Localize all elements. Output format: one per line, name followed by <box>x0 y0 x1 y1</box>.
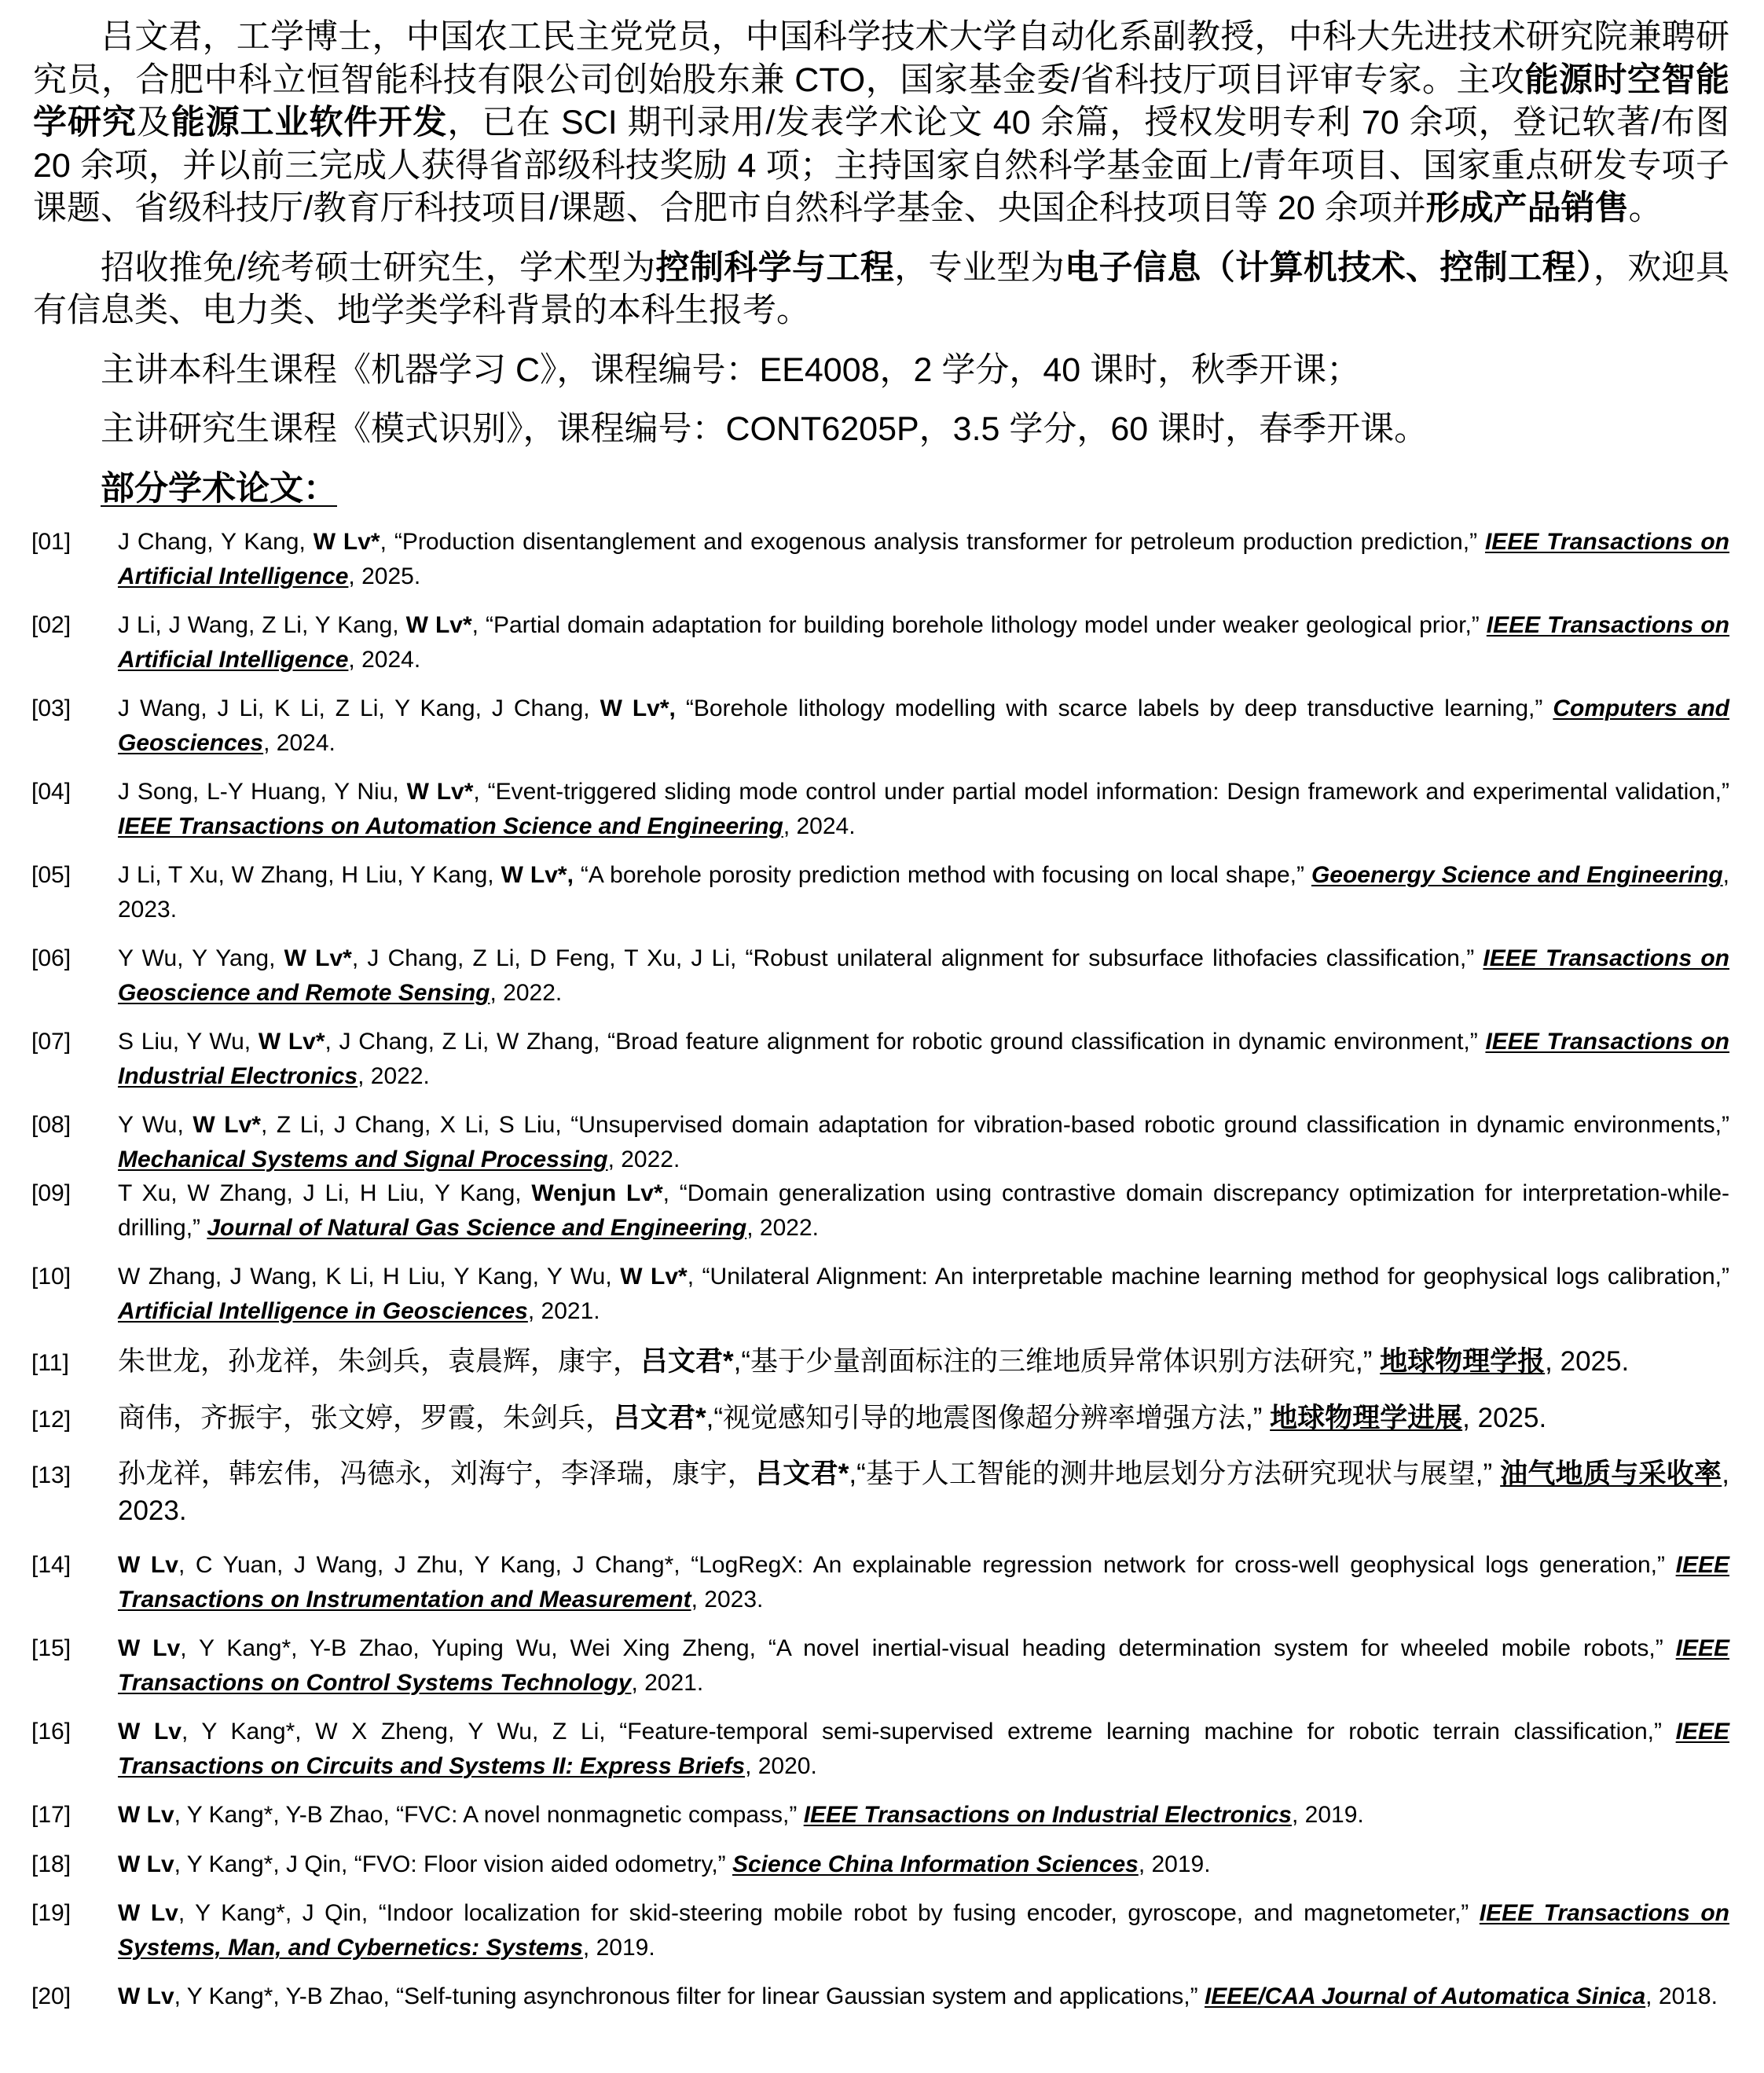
reference-self-author: W Lv <box>118 1900 178 1926</box>
reference-number: [15] <box>31 1635 72 1661</box>
reference-coauthors: Y Wu, Y Yang, <box>118 945 284 971</box>
reference-item <box>31 525 1729 593</box>
publications-heading <box>33 468 1729 511</box>
reference-year: , 2025. <box>348 563 421 589</box>
reference-year: , 2025. <box>1462 1402 1547 1433</box>
reference-number: [17] <box>31 1802 72 1828</box>
reference-self-author: W Lv*, <box>501 862 574 888</box>
reference-self-author: W Lv <box>118 1851 174 1877</box>
reference-item <box>31 775 1729 843</box>
reference-coauthors: J Song, L-Y Huang, Y Niu, <box>118 779 407 805</box>
reference-coauthors: W Zhang, J Wang, K Li, H Liu, Y Kang, Y Wu, <box>118 1264 621 1290</box>
reference-year: , 2023. <box>691 1586 764 1613</box>
bio-text: 及 <box>136 104 171 141</box>
reference-details: ,“视觉感知引导的地震图像超分辨率增强方法,” <box>706 1402 1271 1433</box>
reference-year: , 2024. <box>263 729 336 756</box>
reference-venue: IEEE Transactions on Instrumentation and Measurement <box>118 1552 1729 1613</box>
reference-text <box>118 1343 1729 1380</box>
course-text: 主讲本科生课程《机器学习 C》，课程编号：EE4008，2 学分，40 课时，秋季开课； <box>101 350 1361 389</box>
reference-details: “Borehole lithology modelling with scarce labels by deep transductive learning,” <box>675 695 1553 721</box>
reference-coauthors: J Li, J Wang, Z Li, Y Kang, <box>118 612 406 638</box>
graduate-course <box>33 408 1729 451</box>
reference-self-author: W Lv* <box>193 1112 261 1138</box>
undergraduate-course <box>33 349 1729 392</box>
reference-self-author: W Lv <box>118 1552 178 1578</box>
reference-self-author: W Lv* <box>258 1029 325 1055</box>
reference-details: , “Production disentanglement and exogenous analysis transformer for petroleum production prediction,” <box>380 529 1485 555</box>
reference-year: , 2018. <box>1645 1983 1718 2009</box>
reference-item <box>31 1176 1729 1245</box>
reference-number: [06] <box>31 945 72 971</box>
reference-venue: Artificial Intelligence in Geosciences <box>118 1297 528 1324</box>
admission-paragraph <box>33 247 1729 332</box>
reference-number: [14] <box>31 1552 72 1578</box>
reference-item <box>31 692 1729 760</box>
reference-item <box>31 1260 1729 1328</box>
reference-text <box>118 1025 1729 1093</box>
reference-year: , 2022. <box>490 979 563 1006</box>
reference-year: , 2022. <box>746 1214 819 1241</box>
reference-coauthors: 商伟，齐振宇，张文婷，罗霞，朱剑兵， <box>118 1402 614 1433</box>
reference-year: , 2023. <box>118 862 1729 923</box>
reference-details: , Y Kang*, Y-B Zhao, “Self-tuning asynchronous filter for linear Gaussian system and applications,” <box>174 1983 1205 2009</box>
reference-text <box>118 858 1729 926</box>
reference-venue: IEEE Transactions on Circuits and Systems II: Express Briefs <box>118 1719 1729 1779</box>
reference-text <box>118 775 1729 843</box>
reference-item <box>31 1025 1729 1093</box>
reference-venue: Science China Information Sciences <box>732 1851 1139 1877</box>
reference-item <box>31 1979 1729 2014</box>
reference-number: [07] <box>31 1029 72 1055</box>
reference-details: , J Chang, Z Li, D Feng, T Xu, J Li, “Robust unilateral alignment for subsurface lithofacies classification,” <box>351 945 1483 971</box>
reference-text <box>118 1847 1729 1882</box>
reference-year: , 2019. <box>1138 1851 1211 1877</box>
reference-number: [03] <box>31 695 72 721</box>
reference-self-author: W Lv* <box>406 779 474 805</box>
reference-details: , Y Kang*, Y-B Zhao, Yuping Wu, Wei Xing Zheng, “A novel inertial-visual heading determination system for wheeled mobile robots,” <box>180 1635 1676 1661</box>
bio-highlight: 形成产品销售 <box>1425 189 1629 227</box>
reference-text <box>118 1455 1729 1529</box>
bio-highlight: 能源时空智能学研究 <box>33 61 1729 141</box>
reference-text <box>118 941 1729 1010</box>
bio-paragraph <box>33 16 1729 230</box>
reference-venue: 地球物理学进展 <box>1270 1402 1463 1433</box>
reference-year: , 2019. <box>582 1934 655 1961</box>
reference-coauthors: Y Wu, <box>118 1112 193 1138</box>
reference-number: [10] <box>31 1264 72 1290</box>
reference-details: ,“基于人工智能的测井地层划分方法研究现状与展望,” <box>849 1458 1501 1489</box>
reference-item <box>31 1798 1729 1833</box>
reference-text <box>118 1979 1729 2014</box>
reference-details: , “Unilateral Alignment: An interpretable machine learning method for geophysical logs calibration,” <box>687 1264 1729 1290</box>
reference-details: , Y Kang*, J Qin, “FVO: Floor vision aided odometry,” <box>174 1851 732 1877</box>
reference-self-author: W Lv* <box>313 529 380 555</box>
reference-text <box>118 1548 1729 1616</box>
reference-number: [16] <box>31 1719 72 1745</box>
reference-details: , Z Li, J Chang, X Li, S Liu, “Unsupervised domain adaptation for vibration-based robotic ground classification in dynamic environments,” <box>260 1112 1729 1138</box>
reference-item <box>31 858 1729 926</box>
reference-self-author: W Lv <box>118 1719 182 1745</box>
reference-details: , J Chang, Z Li, W Zhang, “Broad feature alignment for robotic ground classification in dynamic environment,” <box>325 1029 1486 1055</box>
reference-year: , 2023. <box>118 1458 1729 1526</box>
reference-venue: 地球物理学报 <box>1380 1346 1546 1377</box>
reference-self-author: W Lv <box>118 1635 181 1661</box>
reference-venue: Computers and Geosciences <box>118 695 1729 756</box>
reference-venue: IEEE/CAA Journal of Automatica Sinica <box>1204 1983 1646 2009</box>
reference-venue: IEEE Transactions on Industrial Electronics <box>803 1802 1292 1828</box>
reference-number: [20] <box>31 1983 72 2009</box>
reference-coauthors: J Li, T Xu, W Zhang, H Liu, Y Kang, <box>118 862 501 888</box>
admission-text: 招收推免/统考硕士研究生，学术型为 <box>101 248 656 287</box>
reference-venue: IEEE Transactions on Industrial Electronics <box>118 1029 1729 1089</box>
reference-number: [13] <box>31 1462 72 1488</box>
reference-coauthors: J Chang, Y Kang, <box>118 529 314 555</box>
reference-self-author: Wenjun Lv* <box>531 1180 663 1206</box>
reference-venue: 油气地质与采收率 <box>1500 1458 1722 1489</box>
reference-self-author: W Lv* <box>284 945 352 971</box>
reference-venue: IEEE Transactions on Artificial Intelligence <box>118 529 1729 589</box>
reference-details: , “Partial domain adaptation for building borehole lithology model under weaker geological prior,” <box>471 612 1487 638</box>
reference-details: , C Yuan, J Wang, J Zhu, Y Kang, J Chang*, “LogRegX: An explainable regression network for cross-well geophysical logs generation,” <box>178 1552 1676 1578</box>
reference-coauthors: 朱世龙，孙龙祥，朱剑兵，袁晨辉，康宇， <box>118 1346 641 1377</box>
reference-coauthors: S Liu, Y Wu, <box>118 1029 259 1055</box>
reference-item <box>31 1847 1729 1882</box>
reference-venue: IEEE Transactions on Automation Science and Engineering <box>118 813 783 839</box>
reference-venue: IEEE Transactions on Systems, Man, and Cybernetics: Systems <box>118 1900 1729 1961</box>
reference-details: , Y Kang*, J Qin, “Indoor localization for skid-steering mobile robot by fusing encoder, gyroscope, and magnetometer,” <box>178 1900 1480 1926</box>
reference-text <box>118 692 1729 760</box>
reference-text <box>118 1798 1729 1833</box>
reference-text <box>118 1108 1729 1176</box>
reference-self-author: W Lv* <box>620 1264 688 1290</box>
reference-year: , 2020. <box>745 1752 817 1779</box>
reference-year: , 2021. <box>631 1669 704 1696</box>
reference-text <box>118 1631 1729 1700</box>
reference-self-author: 吕文君* <box>640 1346 734 1377</box>
reference-list <box>31 525 1729 2014</box>
reference-venue: Geoenergy Science and Engineering <box>1311 862 1723 888</box>
bio-text: ，已在 SCI 期刊录用/发表学术论文 40 余篇，授权发明专利 70 余项，登记软著/布图 20 余项，并以前三完成人获得省部级科技奖励 4 项；主持国家自然科学基金面上/青年项目、国家重点研发专项子课题、省级科技厅/教育厅科技项目/课题、合肥市自然科学基金、央国企科技项目等 20 余项并 <box>33 104 1730 227</box>
reference-number: [11] <box>31 1350 69 1376</box>
reference-details: , Y Kang*, Y-B Zhao, “FVC: A novel nonmagnetic compass,” <box>174 1802 804 1828</box>
reference-item <box>31 1631 1729 1700</box>
reference-venue: IEEE Transactions on Geoscience and Remote Sensing <box>118 945 1729 1006</box>
reference-self-author: W Lv*, <box>600 695 676 721</box>
reference-venue: Mechanical Systems and Signal Processing <box>118 1146 608 1172</box>
bio-text: 。 <box>1628 189 1663 227</box>
reference-details: ,“基于少量剖面标注的三维地质异常体识别方法研究,” <box>733 1346 1381 1377</box>
reference-details: , Y Kang*, W X Zheng, Y Wu, Z Li, “Feature-temporal semi-supervised extreme learning machine for robotic terrain classification,” <box>181 1719 1676 1745</box>
reference-details: , “Domain generalization using contrastive domain discrepancy optimization for interpretation-while-drilling,” <box>118 1180 1729 1241</box>
reference-item <box>31 1400 1729 1437</box>
reference-number: [12] <box>31 1406 72 1433</box>
reference-self-author: W Lv <box>118 1802 174 1828</box>
reference-coauthors: 孙龙祥，韩宏伟，冯德永，刘海宁，李泽瑞，康宇， <box>118 1458 755 1489</box>
reference-number: [05] <box>31 862 72 888</box>
reference-year: , 2022. <box>358 1062 430 1089</box>
reference-number: [09] <box>31 1180 72 1206</box>
admission-text: ，欢迎具有信息类、电力类、地学类学科背景的本科生报考。 <box>33 248 1730 329</box>
reference-number: [02] <box>31 612 72 638</box>
reference-year: , 2019. <box>1291 1802 1364 1828</box>
admission-highlight: 控制科学与工程 <box>655 248 895 287</box>
reference-text <box>118 1715 1729 1783</box>
reference-self-author: 吕文君* <box>755 1458 849 1489</box>
reference-venue: IEEE Transactions on Artificial Intelligence <box>118 612 1729 673</box>
reference-text <box>118 1400 1729 1436</box>
course-text: 主讲研究生课程《模式识别》，课程编号：CONT6205P，3.5 学分，60 课时，春季开课。 <box>101 410 1428 448</box>
reference-item <box>31 1108 1729 1176</box>
reference-details: “A borehole porosity prediction method with focusing on local shape,” <box>573 862 1311 888</box>
bio-text: 吕文君，工学博士，中国农工民主党党员，中国科学技术大学自动化系副教授，中科大先进技术研究院兼聘研究员，合肥中科立恒智能科技有限公司创始股东兼 CTO，国家基金委/省科技厅项目评审专家。主攻 <box>33 18 1729 99</box>
reference-number: [01] <box>31 529 72 555</box>
reference-text <box>118 1896 1729 1965</box>
reference-self-author: W Lv* <box>405 612 472 638</box>
reference-text <box>118 1176 1729 1245</box>
reference-details: , “Event-triggered sliding mode control under partial model information: Design framework and experimental validation,” <box>473 779 1729 805</box>
reference-item <box>31 1896 1729 1965</box>
reference-number: [19] <box>31 1900 72 1926</box>
reference-year: , 2022. <box>607 1146 680 1172</box>
reference-year: , 2021. <box>527 1297 600 1324</box>
reference-item <box>31 1455 1729 1529</box>
reference-coauthors: J Wang, J Li, K Li, Z Li, Y Kang, J Chang, <box>118 695 600 721</box>
reference-number: [18] <box>31 1851 72 1877</box>
reference-item <box>31 1715 1729 1783</box>
reference-number: [04] <box>31 779 72 805</box>
reference-item <box>31 941 1729 1010</box>
reference-venue: IEEE Transactions on Control Systems Technology <box>118 1635 1729 1696</box>
reference-coauthors: T Xu, W Zhang, J Li, H Liu, Y Kang, <box>118 1180 532 1206</box>
bio-highlight: 能源工业软件开发 <box>171 104 448 141</box>
reference-item <box>31 608 1729 677</box>
reference-text <box>118 525 1729 593</box>
reference-self-author: 吕文君* <box>613 1402 706 1433</box>
reference-text <box>118 608 1729 677</box>
reference-item <box>31 1343 1729 1381</box>
reference-self-author: W Lv <box>118 1983 174 2009</box>
reference-year: , 2025. <box>1545 1346 1630 1377</box>
reference-text <box>118 1260 1729 1328</box>
reference-year: , 2024. <box>783 813 856 839</box>
reference-year: , 2024. <box>348 646 421 673</box>
reference-venue: Journal of Natural Gas Science and Engineering <box>207 1214 747 1241</box>
admission-highlight: 电子信息（计算机技术、控制工程） <box>1065 248 1593 287</box>
reference-item <box>31 1548 1729 1616</box>
reference-number: [08] <box>31 1112 72 1138</box>
admission-text: ，专业型为 <box>894 248 1065 287</box>
publications-heading-text: 部分学术论文： <box>101 469 337 508</box>
